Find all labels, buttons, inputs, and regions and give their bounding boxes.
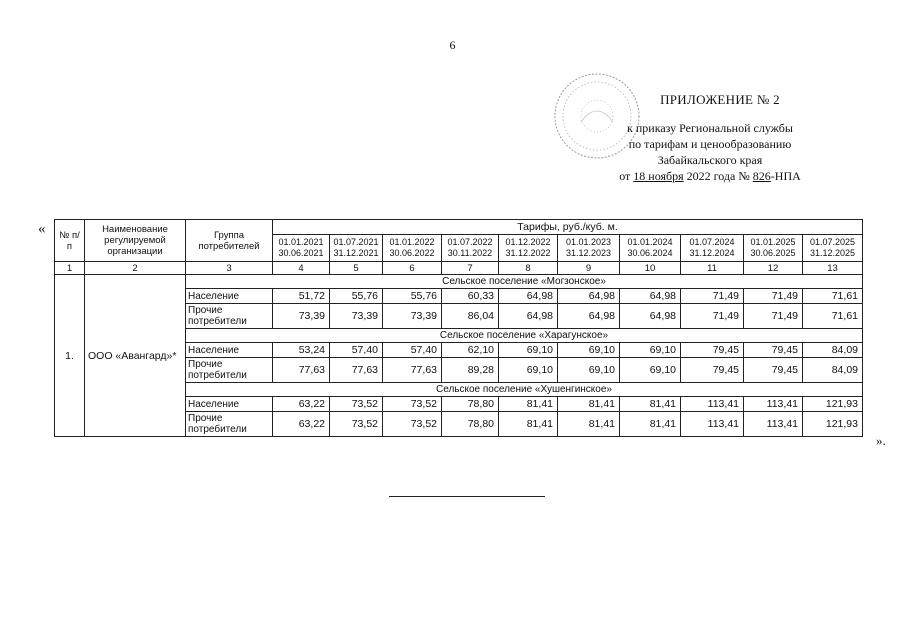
tariff-value: 71,49 <box>744 289 803 304</box>
tariff-value: 84,09 <box>803 343 863 358</box>
tariff-value: 51,72 <box>273 289 330 304</box>
tariff-value: 64,98 <box>620 289 681 304</box>
tariff-value: 57,40 <box>383 343 442 358</box>
settlement-name: Сельское поселение «Могзонское» <box>186 275 863 289</box>
period-header <box>499 235 558 262</box>
organization-name: ООО «Авангард»* <box>85 275 186 437</box>
date-middle: 2022 года № <box>686 169 750 183</box>
tariff-value: 69,10 <box>499 343 558 358</box>
settlement-name: Сельское поселение «Харагунское» <box>186 329 863 343</box>
period-to: 31.12.2025 <box>809 248 856 258</box>
tariff-value: 81,41 <box>558 412 620 437</box>
tariff-value: 73,52 <box>383 397 442 412</box>
period-to: 30.06.2022 <box>389 248 435 258</box>
tariff-value: 73,39 <box>273 304 330 329</box>
period-from: 01.01.2024 <box>627 237 673 247</box>
period-from: 01.07.2021 <box>333 237 379 247</box>
tariff-value: 57,40 <box>330 343 383 358</box>
tariff-value: 81,41 <box>620 412 681 437</box>
appendix-line-1: к приказу Региональной службы <box>627 121 793 135</box>
tariff-value: 53,24 <box>273 343 330 358</box>
tariff-value: 81,41 <box>558 397 620 412</box>
consumer-group: Прочие потребители <box>186 412 273 437</box>
tariff-value: 81,41 <box>499 397 558 412</box>
header-group: Группа потребителей <box>186 220 273 262</box>
tariff-value: 81,41 <box>620 397 681 412</box>
column-index: 11 <box>681 262 744 275</box>
settlement-name: Сельское поселение «Хушенгинское» <box>186 383 863 397</box>
tariff-value: 78,80 <box>442 397 499 412</box>
order-suffix: -НПА <box>770 169 801 183</box>
footer-rule <box>389 496 545 497</box>
appendix-line-2: по тарифам и ценообразованию <box>628 137 792 151</box>
header-org: Наименование регулируемой организации <box>85 220 186 262</box>
period-from: 01.01.2022 <box>389 237 435 247</box>
tariff-value: 73,52 <box>383 412 442 437</box>
tariff-value: 113,41 <box>744 412 803 437</box>
period-to: 31.12.2024 <box>689 248 735 258</box>
tariff-value: 71,49 <box>681 289 744 304</box>
tariff-value: 71,61 <box>803 304 863 329</box>
appendix-date-line <box>560 168 860 184</box>
period-header <box>442 235 499 262</box>
period-from: 01.01.2021 <box>278 237 324 247</box>
tariff-value: 77,63 <box>330 358 383 383</box>
tariff-value: 64,98 <box>620 304 681 329</box>
tariff-value: 69,10 <box>620 358 681 383</box>
column-index: 7 <box>442 262 499 275</box>
settlement-row <box>55 275 863 289</box>
tariff-value: 73,39 <box>330 304 383 329</box>
period-header <box>803 235 863 262</box>
tariff-value: 64,98 <box>499 289 558 304</box>
tariff-value: 60,33 <box>442 289 499 304</box>
period-from: 01.12.2022 <box>505 237 551 247</box>
closing-quote: ». <box>876 433 886 448</box>
period-header <box>330 235 383 262</box>
period-header <box>744 235 803 262</box>
consumer-group: Население <box>186 397 273 412</box>
tariff-value: 69,10 <box>558 358 620 383</box>
tariff-value: 71,49 <box>681 304 744 329</box>
period-from: 01.01.2023 <box>565 237 612 247</box>
column-index: 5 <box>330 262 383 275</box>
tariff-value: 121,93 <box>803 412 863 437</box>
tariff-value: 79,45 <box>744 343 803 358</box>
tariff-value: 121,93 <box>803 397 863 412</box>
tariff-value: 62,10 <box>442 343 499 358</box>
period-header <box>383 235 442 262</box>
period-to: 30.06.2024 <box>627 248 673 258</box>
tariff-value: 79,45 <box>744 358 803 383</box>
period-header <box>273 235 330 262</box>
period-header <box>681 235 744 262</box>
period-header <box>558 235 620 262</box>
consumer-group: Население <box>186 289 273 304</box>
period-from: 01.07.2024 <box>689 237 735 247</box>
tariff-value: 84,09 <box>803 358 863 383</box>
tariff-value: 79,45 <box>681 358 744 383</box>
tariff-value: 113,41 <box>681 397 744 412</box>
date-prefix: от <box>619 169 631 183</box>
tariff-value: 69,10 <box>558 343 620 358</box>
tariff-value: 79,45 <box>681 343 744 358</box>
tariff-value: 113,41 <box>681 412 744 437</box>
period-from: 01.01.2025 <box>750 237 796 247</box>
tariff-value: 69,10 <box>620 343 681 358</box>
tariff-value: 63,22 <box>273 412 330 437</box>
column-index-row <box>55 262 863 275</box>
page-number: 6 <box>449 38 456 52</box>
tariff-value: 55,76 <box>330 289 383 304</box>
opening-quote: « <box>38 221 46 237</box>
tariff-value: 64,98 <box>558 304 620 329</box>
column-index: 13 <box>803 262 863 275</box>
column-index: 9 <box>558 262 620 275</box>
period-from: 01.07.2022 <box>447 237 493 247</box>
column-index: 8 <box>499 262 558 275</box>
tariff-value: 73,52 <box>330 412 383 437</box>
period-to: 31.12.2021 <box>333 248 379 258</box>
consumer-group: Прочие потребители <box>186 358 273 383</box>
tariff-value: 69,10 <box>499 358 558 383</box>
consumer-group: Прочие потребители <box>186 304 273 329</box>
column-index: 4 <box>273 262 330 275</box>
tariff-value: 64,98 <box>499 304 558 329</box>
column-index: 1 <box>55 262 85 275</box>
tariff-value: 71,49 <box>744 304 803 329</box>
row-number: 1. <box>55 275 85 437</box>
consumer-group: Население <box>186 343 273 358</box>
tariff-value: 89,28 <box>442 358 499 383</box>
period-to: 30.06.2025 <box>750 248 796 258</box>
column-index: 2 <box>85 262 186 275</box>
header-tariffs: Тарифы, руб./куб. м. <box>273 220 863 235</box>
date-value: 18 ноября <box>633 169 684 183</box>
period-from: 01.07.2025 <box>809 237 856 247</box>
tariff-value: 81,41 <box>499 412 558 437</box>
column-index: 10 <box>620 262 681 275</box>
column-index: 3 <box>186 262 273 275</box>
period-header <box>620 235 681 262</box>
tariff-value: 73,52 <box>330 397 383 412</box>
period-to: 30.06.2021 <box>278 248 324 258</box>
tariff-value: 64,98 <box>558 289 620 304</box>
tariff-value: 77,63 <box>383 358 442 383</box>
period-to: 31.12.2022 <box>505 248 551 258</box>
tariff-value: 77,63 <box>273 358 330 383</box>
appendix-block <box>560 92 860 184</box>
header-row-main <box>55 220 863 235</box>
tariff-value: 86,04 <box>442 304 499 329</box>
period-to: 31.12.2023 <box>565 248 612 258</box>
tariff-value: 63,22 <box>273 397 330 412</box>
header-num: № п/п <box>55 220 85 262</box>
tariff-value: 113,41 <box>744 397 803 412</box>
appendix-line-3: Забайкальского края <box>657 153 763 167</box>
column-index: 6 <box>383 262 442 275</box>
tariff-value: 55,76 <box>383 289 442 304</box>
column-index: 12 <box>744 262 803 275</box>
tariff-value: 73,39 <box>383 304 442 329</box>
tariff-value: 71,61 <box>803 289 863 304</box>
tariff-value: 78,80 <box>442 412 499 437</box>
order-number: 826 <box>752 169 771 183</box>
tariffs-table <box>54 219 863 437</box>
period-to: 30.11.2022 <box>447 248 493 258</box>
appendix-title: ПРИЛОЖЕНИЕ № 2 <box>660 92 780 107</box>
